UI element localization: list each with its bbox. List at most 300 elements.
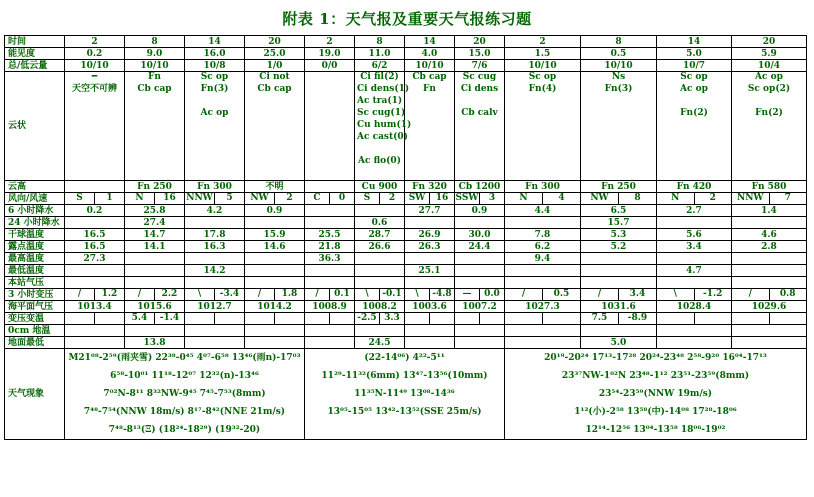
cell-wind-part: 0 — [338, 193, 346, 203]
cloud-form-line — [67, 144, 122, 156]
cell-dp — [732, 313, 807, 325]
cell-p3h-part: 2.2 — [161, 289, 178, 299]
cell-dp-part: -8.9 — [627, 313, 648, 323]
cloud-form-line — [734, 132, 804, 144]
cell-dp — [125, 313, 185, 325]
cell-p3h-part: -0.1 — [382, 289, 402, 299]
cell-dew: 14.1 — [125, 241, 185, 253]
cell-cloud-form — [455, 72, 505, 181]
cloud-form-line — [734, 120, 804, 132]
cell-tmin — [245, 265, 305, 277]
cell-time: 14 — [657, 36, 732, 48]
cell-gmin — [732, 337, 807, 349]
cell-cloud_height: Cb 1200 — [455, 181, 505, 193]
cell-dp — [185, 313, 245, 325]
cell-tmin: 14.2 — [185, 265, 245, 277]
row-label-time: 时间 — [5, 36, 65, 48]
cell-tmax — [185, 253, 245, 265]
cloud-form-line — [407, 120, 452, 132]
cell-ground0 — [581, 325, 657, 337]
cloud-form-line — [127, 156, 182, 168]
cloud-form-line: Sc cug(1) — [357, 108, 406, 118]
cell-precip6: 0.2 — [65, 205, 125, 217]
cell-wind-part: C — [305, 193, 330, 204]
cloud-form-line — [357, 144, 402, 156]
cell-time: 14 — [185, 36, 245, 48]
cell-wind — [65, 193, 125, 205]
cloud-form-line: Cb cap — [257, 84, 292, 94]
cell-cloud_height — [65, 181, 125, 193]
cloud-form-line — [734, 168, 804, 180]
cloud-form-line — [507, 156, 578, 168]
cell-p3h-part: \ — [185, 289, 215, 300]
cell-wind-part: 2 — [286, 193, 293, 203]
row-label-station_p: 本站气压 — [5, 277, 65, 289]
row-label-dp: 变压变温 — [5, 313, 65, 325]
cloud-form-line: Ci fil(2) — [360, 72, 399, 82]
phenomena-line: 11²⁹-11³²(6mm) 13⁴⁷-13⁵⁶(10mm) — [321, 371, 488, 381]
cloud-form-line — [457, 144, 502, 156]
cell-p3h-part: 0.1 — [334, 289, 350, 299]
cloud-form-line: Ac op — [680, 84, 708, 94]
cell-p3h-part: / — [305, 289, 330, 300]
cloud-form-line — [407, 144, 452, 156]
phenomena-line: 7⁴⁸-8¹³(Ξ) (18²⁴-18²⁹) (19³²-20) — [108, 425, 261, 435]
cloud-form-line — [407, 108, 452, 120]
cell-cloud-form — [405, 72, 455, 181]
cell-dp-part — [65, 313, 95, 324]
cloud-form-line — [247, 96, 302, 108]
cell-wind-part: N — [657, 193, 695, 204]
cell-dp — [455, 313, 505, 325]
cell-wind-part: NNW — [185, 193, 215, 204]
cell-dry: 4.6 — [732, 229, 807, 241]
phenomena-line: 20¹⁹-20²⁴ 17¹³-17²⁸ 20²⁴-23⁴⁸ 2⁵⁸-9²⁰ 16⁰⁴-17¹³ — [544, 353, 767, 363]
cell-dp — [65, 313, 125, 325]
cell-precip6 — [355, 205, 405, 217]
cloud-form-line — [67, 168, 122, 180]
cell-cloud_height: Fn 420 — [657, 181, 732, 193]
cell-p3h — [355, 289, 405, 301]
cell-p3h-part: — — [455, 289, 480, 300]
cell-wind-part: 1 — [106, 193, 113, 203]
cloud-form-line: Sc op — [680, 72, 708, 82]
row-ground0 — [5, 325, 807, 337]
row-label-p3h: 3 小时变压 — [5, 289, 65, 301]
cell-wind-part: 2 — [388, 193, 396, 203]
cell-dp-part — [305, 313, 330, 324]
cell-dp-part — [185, 313, 215, 324]
cell-dp-part — [275, 313, 304, 324]
cloud-form-line — [307, 96, 352, 108]
cell-dp-part — [330, 313, 354, 324]
cell-dp-part — [480, 313, 504, 324]
cloud-form-line — [507, 144, 578, 156]
cell-cloud_total: 10/4 — [732, 60, 807, 72]
cloud-form-line — [583, 132, 654, 144]
cell-p3h-part: / — [732, 289, 770, 300]
cell-wind — [305, 193, 355, 205]
cloud-form-line — [127, 108, 182, 120]
cell-p3h-part: / — [581, 289, 619, 300]
cell-dp — [245, 313, 305, 325]
cell-cloud_height: Fn 300 — [185, 181, 245, 193]
cell-tmin — [125, 265, 185, 277]
cloud-form-line — [734, 144, 804, 156]
cell-dry: 15.9 — [245, 229, 305, 241]
cloud-form-line — [247, 156, 302, 168]
cell-cloud_height: Fn 320 — [405, 181, 455, 193]
row-precip24 — [5, 217, 807, 229]
cell-visibility: 19.0 — [305, 48, 355, 60]
cell-station_p — [185, 277, 245, 289]
cloud-form-line — [407, 132, 452, 144]
cloud-form-line — [247, 168, 302, 180]
page-title: 附表 1：天气报及重要天气报练习题 — [282, 10, 532, 28]
cell-dry: 16.5 — [65, 229, 125, 241]
cell-visibility: 16.0 — [185, 48, 245, 60]
cell-ground0 — [405, 325, 455, 337]
cell-dp-part — [95, 313, 124, 324]
cell-station_p — [65, 277, 125, 289]
cell-p3h — [65, 289, 125, 301]
cell-p3h — [185, 289, 245, 301]
cloud-form-line — [187, 96, 242, 108]
cell-tmin: 25.1 — [405, 265, 455, 277]
cell-precip6: 4.2 — [185, 205, 245, 217]
cell-time: 8 — [125, 36, 185, 48]
cell-gmin — [505, 337, 581, 349]
cell-slp: 1008.2 — [355, 301, 405, 313]
cell-dp — [355, 313, 405, 325]
cell-station_p — [732, 277, 807, 289]
cell-tmax — [405, 253, 455, 265]
cell-p3h — [505, 289, 581, 301]
cloud-form-line — [307, 120, 352, 132]
cell-tmin — [305, 265, 355, 277]
phenomena-line: 13⁰⁵-15⁰⁵ 13⁴²-13⁵²(SSE 25m/s) — [327, 407, 482, 417]
cell-precip6: 4.4 — [505, 205, 581, 217]
row-time — [5, 36, 807, 48]
phenomena-line: 6⁵⁸-10⁰¹ 11¹⁸-12⁰⁷ 12³²(n)-13⁴⁶ — [110, 371, 259, 381]
cell-wind — [185, 193, 245, 205]
cell-visibility: 4.0 — [405, 48, 455, 60]
cloud-form-line — [659, 156, 729, 168]
cell-p3h-part: 1.2 — [101, 289, 118, 299]
cloud-form-line — [659, 120, 729, 132]
cell-precip6: 27.7 — [405, 205, 455, 217]
cell-gmin — [455, 337, 505, 349]
cloud-form-line: Ns — [611, 72, 626, 82]
cloud-form-line — [507, 120, 578, 132]
cell-ground0 — [125, 325, 185, 337]
cell-dp-part — [770, 313, 807, 324]
cell-p3h-part: -3.4 — [219, 289, 240, 299]
cell-cloud_total: 6/2 — [355, 60, 405, 72]
cloud-form-line — [507, 132, 578, 144]
phenomena-line: (22-14⁰⁶) 4²²-5¹¹ — [364, 353, 445, 363]
cell-gmin — [405, 337, 455, 349]
cell-wind-part: 7 — [784, 193, 791, 203]
cloud-form-line — [307, 156, 352, 168]
cell-cloud-form — [732, 72, 807, 181]
cloud-form-line — [307, 132, 352, 144]
cell-time: 14 — [405, 36, 455, 48]
cell-p3h-part: -1.2 — [703, 289, 723, 299]
cell-tmin — [581, 265, 657, 277]
row-label-precip24: 24 小时降水 — [5, 217, 65, 229]
cell-precip24: 15.7 — [581, 217, 657, 229]
cloud-form-line — [67, 108, 122, 120]
cloud-form-line: Fn — [148, 72, 161, 82]
row-wind — [5, 193, 807, 205]
cell-cloud_total: 10/10 — [581, 60, 657, 72]
cloud-form-line — [507, 96, 578, 108]
cloud-form-line: Ac cast(0) — [357, 132, 408, 142]
cell-precip6: 25.8 — [125, 205, 185, 217]
cell-p3h — [657, 289, 732, 301]
cell-p3h-part: \ — [405, 289, 430, 300]
cell-ground0 — [732, 325, 807, 337]
cell-tmin — [455, 265, 505, 277]
cell-gmin: 24.5 — [355, 337, 405, 349]
cell-dry: 30.0 — [455, 229, 505, 241]
cell-time: 8 — [581, 36, 657, 48]
row-dew — [5, 241, 807, 253]
cell-slp: 1015.6 — [125, 301, 185, 313]
row-label-cloud_form: 云状 — [5, 72, 65, 181]
cell-ground0 — [245, 325, 305, 337]
cell-gmin — [657, 337, 732, 349]
cell-tmax — [355, 253, 405, 265]
cell-dp — [657, 313, 732, 325]
cell-dp-part — [505, 313, 543, 324]
cell-precip24 — [185, 217, 245, 229]
cell-cloud_total: 10/7 — [657, 60, 732, 72]
row-label-wind: 风向/风速 — [5, 193, 65, 205]
row-label-slp: 海平面气压 — [5, 301, 65, 313]
cell-p3h-part: / — [65, 289, 95, 300]
cell-slp: 1029.6 — [732, 301, 807, 313]
cloud-form-line — [583, 168, 654, 180]
cell-tmax — [581, 253, 657, 265]
row-label-dew: 露点温度 — [5, 241, 65, 253]
cloud-form-line — [659, 96, 729, 108]
cloud-form-line — [407, 168, 452, 180]
cloud-form-line — [407, 156, 452, 168]
cloud-form-line — [357, 168, 402, 180]
cell-tmin — [732, 265, 807, 277]
cell-dew: 24.4 — [455, 241, 505, 253]
cell-slp: 1031.6 — [581, 301, 657, 313]
cell-tmin — [65, 265, 125, 277]
cell-slp: 1012.7 — [185, 301, 245, 313]
cell-dp-part: 3.3 — [384, 313, 400, 323]
cloud-form-line — [659, 144, 729, 156]
cell-ground0 — [657, 325, 732, 337]
row-dry — [5, 229, 807, 241]
cell-dp-part: -2.5 — [355, 313, 380, 324]
cell-time: 8 — [355, 36, 405, 48]
phenomena-line: 7⁴⁸-7⁵⁴(NNW 18m/s) 8¹⁷-8⁴²(NNE 21m/s) — [83, 407, 286, 417]
cell-precip24 — [245, 217, 305, 229]
cell-tmax: 36.3 — [305, 253, 355, 265]
cell-dew: 3.4 — [657, 241, 732, 253]
cell-p3h-part: 0.0 — [484, 289, 500, 299]
cloud-form-line — [127, 168, 182, 180]
cloud-form-line: Sc op — [200, 72, 229, 82]
row-dp — [5, 313, 807, 325]
cloud-form-line — [734, 96, 804, 108]
cell-dp-part: -1.4 — [159, 313, 180, 323]
cell-slp: 1014.2 — [245, 301, 305, 313]
cloud-form-line — [457, 132, 502, 144]
cell-wind-part: 16 — [163, 193, 176, 203]
cloud-form-line — [307, 108, 352, 120]
cloud-form-line — [187, 144, 242, 156]
cell-tmax — [732, 253, 807, 265]
cloud-form-line: Fn(3) — [200, 84, 229, 94]
row-tmin — [5, 265, 807, 277]
cell-wind-part: S — [355, 193, 380, 204]
cell-cloud_height: Fn 580 — [732, 181, 807, 193]
cell-dew: 6.2 — [505, 241, 581, 253]
cell-dry: 25.5 — [305, 229, 355, 241]
cell-cloud_total: 7/6 — [455, 60, 505, 72]
cell-slp: 1013.4 — [65, 301, 125, 313]
cell-cloud-form — [125, 72, 185, 181]
cloud-form-line — [187, 132, 242, 144]
cloud-form-line: Cu hum(1) — [357, 120, 412, 130]
cloud-form-line — [659, 168, 729, 180]
cell-cloud_height: Fn 250 — [125, 181, 185, 193]
cell-dp-part: 7.5 — [581, 313, 619, 324]
row-label-tmax: 最高温度 — [5, 253, 65, 265]
row-label-phen: 天气现象 — [5, 349, 65, 440]
cloud-form-line — [583, 144, 654, 156]
cell-p3h-part: 3.4 — [629, 289, 646, 299]
cell-visibility: 1.5 — [505, 48, 581, 60]
cell-precip24 — [505, 217, 581, 229]
cell-station_p — [305, 277, 355, 289]
cloud-form-line — [457, 168, 502, 180]
phenomena-line: 23⁵⁴-23⁵⁹(NNW 19m/s) — [598, 389, 713, 399]
cell-ground0 — [355, 325, 405, 337]
cell-station_p — [581, 277, 657, 289]
cell-cloud_height: Fn 250 — [581, 181, 657, 193]
row-label-tmin: 最低温度 — [5, 265, 65, 277]
cell-ground0 — [65, 325, 125, 337]
row-label-visibility: 能见度 — [5, 48, 65, 60]
cell-tmax: 9.4 — [505, 253, 581, 265]
cell-cloud-form — [65, 72, 125, 181]
cloud-form-line — [457, 120, 502, 132]
cell-precip6: 0.9 — [245, 205, 305, 217]
cloud-form-line: ━ — [91, 72, 98, 82]
cell-p3h — [305, 289, 355, 301]
cell-ground0 — [185, 325, 245, 337]
cell-p3h-part: 0.8 — [779, 289, 796, 299]
cell-wind-part: SSW — [455, 193, 479, 203]
cloud-form-line — [247, 108, 302, 120]
phenomena-line: 12¹⁴-12⁵⁶ 13⁰⁴-13⁵⁸ 18⁰⁶-19⁰² — [585, 425, 726, 435]
cell-wind-part: 4 — [558, 193, 565, 203]
cell-dew: 26.3 — [405, 241, 455, 253]
cell-dew: 16.3 — [185, 241, 245, 253]
cell-gmin: 5.0 — [581, 337, 657, 349]
cell-dp-part — [405, 313, 430, 324]
cloud-form-line — [127, 96, 182, 108]
cloud-form-line — [67, 156, 122, 168]
cell-wind-part: 8 — [634, 193, 641, 203]
cell-station_p — [405, 277, 455, 289]
cell-precip24: 27.4 — [125, 217, 185, 229]
cell-dp-part: 5.4 — [125, 313, 155, 324]
cell-wind — [125, 193, 185, 205]
cell-ground0 — [305, 325, 355, 337]
cell-tmin — [355, 265, 405, 277]
cell-slp: 1003.6 — [405, 301, 455, 313]
cell-gmin — [65, 337, 125, 349]
cell-wind-part: NW — [245, 193, 275, 204]
cell-cloud_height: Fn 300 — [505, 181, 581, 193]
cloud-form-line: Cb cap — [412, 72, 447, 82]
cell-tmax — [455, 253, 505, 265]
cell-precip24 — [732, 217, 807, 229]
row-slp — [5, 301, 807, 313]
cell-p3h — [581, 289, 657, 301]
cell-station_p — [455, 277, 505, 289]
cell-dry: 28.7 — [355, 229, 405, 241]
cloud-form-line: Sc cug — [462, 72, 497, 82]
row-phen — [5, 349, 807, 440]
cell-wind — [657, 193, 732, 205]
cell-phenomena-group — [305, 349, 505, 440]
cloud-form-line: Sc op — [528, 72, 557, 82]
cell-dp — [405, 313, 455, 325]
cell-dry: 5.6 — [657, 229, 732, 241]
cell-cloud_total: 10/10 — [125, 60, 185, 72]
cloud-form-line — [127, 132, 182, 144]
cell-precip6: 6.5 — [581, 205, 657, 217]
cell-time: 2 — [305, 36, 355, 48]
cloud-form-line — [307, 84, 352, 96]
cloud-form-line — [583, 96, 654, 108]
cell-p3h-part: \ — [657, 289, 695, 300]
cell-visibility: 5.9 — [732, 48, 807, 60]
cell-visibility: 9.0 — [125, 48, 185, 60]
weather-report-table-container — [4, 35, 806, 440]
cell-station_p — [125, 277, 185, 289]
cloud-form-line — [187, 156, 242, 168]
cell-p3h — [125, 289, 185, 301]
cloud-form-line: Cb calv — [461, 108, 498, 118]
cell-dp-part — [732, 313, 770, 324]
cell-tmax — [245, 253, 305, 265]
row-label-cloud_total: 总/低云量 — [5, 60, 65, 72]
cell-dew: 26.6 — [355, 241, 405, 253]
cell-wind — [455, 193, 505, 205]
cloud-form-line: 天空不可辨 — [71, 84, 117, 94]
cell-dp-part — [215, 313, 244, 324]
cell-wind-part: 2 — [709, 193, 716, 203]
cell-station_p — [245, 277, 305, 289]
phenomena-line: 1¹²(小)-2⁵⁸ 13⁵⁸(中)-14⁰⁸ 17²⁸-18⁰⁶ — [574, 407, 737, 417]
cell-precip6: 0.9 — [455, 205, 505, 217]
cell-wind-part: S — [65, 193, 95, 204]
cell-dp-part — [430, 313, 454, 324]
cloud-form-line: Fn(3) — [604, 84, 633, 94]
